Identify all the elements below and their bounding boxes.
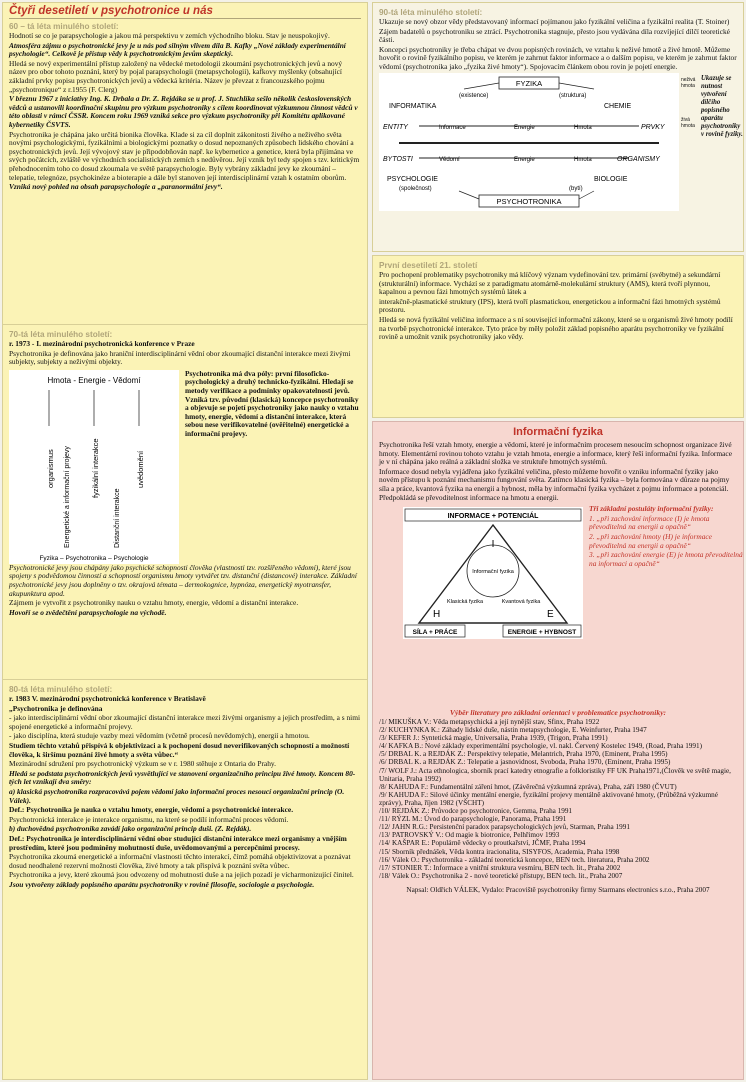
diag-vedomi: Vědomí <box>439 156 460 163</box>
paragraph: Ukazuje se nový obzor vědy představovaný informací pojímanou jako fyzikální veličina a fyzikální realita (T. Stoiner) <box>379 17 730 26</box>
reference-item: /18/ Válek O.: Psychotronika 2 - nové teoretické přístupy, BEN tech. lit., Praha 2007 <box>379 871 623 880</box>
information-physics-triangle <box>403 507 583 639</box>
paragraph: Informace dosud nebyla vyjádřena jako fyzikální veličina, přesto můžeme hovořit o vzniku informační fyziky jako novém přístupu k poznání mechanismu fungování světa. Zatímco klasická fyzika – byla formována v důraze na pojmy síla a práce, kvantová fyzika na energii a hybnost, měla by informační fyzika vycházet z pojmu informace a potenciál. Předpokládá se převoditelnost informace na hmotu a energii. <box>379 466 730 502</box>
paragraph: Atmosféra zájmu o psychotronické jevy je u nás pod silným vlivem díla B. Kafky „Nové základy experimentální psychologie“. Celkově je přístup vědy k psychotronickým jevům skeptický. <box>9 40 346 59</box>
psychotronika-model-diagram <box>379 73 679 211</box>
reference-item: /6/ DRBAL K. a REJDÁK Z.: Telepatie a jasnovidnost, Svoboda, Praha 1970, (Eminent, Praha 1995) <box>379 758 671 767</box>
diag-neziva-hmota: neživá hmota <box>681 76 696 89</box>
section-60s <box>3 3 367 321</box>
paragraph: Studiem těchto vztahů přispívá k objektivizaci a k pochopení dosud neverifikovaných schopností a možností člověka, k širšímu poznání živé hmoty a světa vůbec.“ <box>9 740 350 759</box>
reference-item: /9/ KAHUDA F.: Silové účinky mentální energie, fyzikální projevy mentálně aktivované hmoty, (Průběžná výzkumné zprávy), Praha, říjen 1982 (VŠCHT) <box>379 790 718 807</box>
reference-item: /7/ WOLF J.: Acta ethnologica, sborník prací katedry etnografie a folkloristiky FF UK Praha1971,(Člověk ve světě magie, Unitaria, Praha 1992) <box>379 766 731 783</box>
references-list <box>379 718 737 880</box>
postulate: 1. „při zachování informace (I) je hmota převoditelná na energii a opačně“ <box>589 513 710 532</box>
diag-hmota-2: Hmota <box>574 156 592 163</box>
triangle-inner: Informační fyzika <box>472 569 514 576</box>
diagram-bottom-label: Fyzika – Psychotronika – Psychologie <box>39 554 149 562</box>
reference-item: /13/ PATROVSKÝ V.: Od magie k biotronice, Pelhřimov 1993 <box>379 831 560 840</box>
left-column <box>2 2 368 1080</box>
footer-credit: Napsal: Oldřich VÁLEK, Vydalo: Pracoviště psychotroniky firmy Starmans electronics s.r.o., Praha 2007 <box>406 885 710 894</box>
diag-ziva-hmota: živá hmota <box>681 116 695 129</box>
paragraph: Psychotronika řeší vztah hmoty, energie a vědomí, které je informačním procesem nesoucím schopnost organizace živé hmoty. Elementární rovinou tohoto vztahu je vztah hmota, energie a informace, který řeší informační fyzika. Informace je v ní chápána jako reálná a základní složka ve struktuře hmotných systémů. <box>379 440 732 467</box>
paragraph: - jako disciplína, která studuje vazby mezi vědomím (včetně procesů nevědomých), energií a hmotou. <box>9 731 310 741</box>
postulates-heading: Tři základní postuláty informační fyziky: <box>589 504 714 514</box>
section-80s <box>3 679 367 1079</box>
paragraph: Psychotronické jevy jsou chápány jako psychické schopnosti člověka (vlastnosti tzv. rozšířeného vědomí), které jsou spojeny s podvědomou činností a schopností organismu hmoty vytvářet tzv. distanční (distancové) interakce. Základní psychotronické jevy jsou doplněny o tzv. okrajová témata – dermokognice, hypnóza, energetický myotransfer, akupunktura apod. <box>9 562 357 598</box>
diagram-uvedomeni: uvědomění <box>136 450 145 488</box>
diag-bytosti: BYTOSTI <box>383 155 413 163</box>
section-70s <box>3 324 367 676</box>
diag-informace: Informace <box>439 124 466 131</box>
diag-chemie: CHEMIE <box>604 102 632 110</box>
diagram-energeticke-projevy: Energetické a informační projevy <box>64 445 71 548</box>
paragraph: Koncepci psychotroniky je třeba chápat ve dvou popisných rovinách, ve vztahu k neživé hmotě a živé hmotě. Můžeme hovořit o rovině fyzikálního popisu, ve kterém je zahrnut faktor informace a o dalším popisu, ve kterém je zahrnut faktor vědomí (psychotronika jako „fyzika živé hmoty“). Spojovacím článkem obou rovin je pojetí energie. <box>379 44 737 71</box>
paragraph: Def.: Psychotronika je nauka o vztahu hmoty, energie, vědomí a psychotronické interakce. <box>9 805 294 815</box>
page-title: Čtyři desetiletí v psychotronice u nás <box>9 5 361 19</box>
section-heading: První desetiletí 21. století <box>379 261 478 270</box>
triangle-right-label: ENERGIE + HYBNOST <box>507 629 577 637</box>
reference-item: /11/ RÝZL M.: Úvod do parapsychologie, Panorama, Praha 1991 <box>379 815 567 824</box>
paragraph: Psychotronika má dva póly: první filosoficko-psychologický a druhý technicko-fyzikální. Hledají se metody verifikace a podmínky opakovatelnosti jevů. Vzniká tzv. původní (klasická) koncepce psychotroniky a objevuje se pojetí psychotroniky jako nauky o vztahu hmoty, energie, vědomí a distanční interakce, která sebou nese verifikovatelné (ověřitelné) energetické a informační projevy. <box>185 368 359 438</box>
paragraph: Hledá se podstata psychotronických jevů vysvětlující ve stanovení organizačního principu živé hmoty. Koncem 80-tých let vznikají dva směry: <box>9 768 356 787</box>
paragraph: interakčně-plasmatické struktury (IPS), která tvoří plasmatickou, energetickou a informační fázi hmotných systémů prostoru. <box>379 296 721 315</box>
paragraph: Psychotronická interakce je interakce organismu, na které se podílí informační proces vědomí. <box>9 814 289 824</box>
paragraph: r. 1983 V. mezinárodní psychotronická konference v Bratislavě <box>9 694 206 703</box>
reference-item: /17/ STONIER T.: Informace a vnitřní struktura vesmíru, BEN tech. lit., Praha 2002 <box>379 863 621 872</box>
paragraph: r. 1973 - I. mezinárodní psychotronická konference v Praze <box>9 339 195 348</box>
reference-item: /15/ Sborník přednášek, Věda kontra iracionalita, SISYFOS, Academia, Praha 1998 <box>379 847 620 856</box>
triangle-top-label: INFORMACE + POTENCIÁL <box>447 513 539 521</box>
postulate: 3. „při zachování energie (E) je hmota převoditelná na informaci a opačně“ <box>589 550 743 568</box>
triangle-I: I <box>491 539 495 551</box>
reference-item: /4/ KAFKA B.: Nové základy experimentální psychologie, vl. nakl. Červený Kostelec 1949, (Road, Praha 1991) <box>379 742 702 751</box>
diag-existence: (existence) <box>459 92 489 99</box>
diag-struktura: (struktura) <box>559 92 587 99</box>
paragraph: Mezinárodní sdružení pro psychotronický výzkum se v r. 1980 stěhuje z Ontaria do Prahy. <box>9 759 276 769</box>
right-column-top <box>372 2 744 252</box>
triangle-left-label: SÍLA + PRÁCE <box>412 629 458 637</box>
paragraph: Psychotronika je chápána jako určitá bionika člověka. Klade si za cíl doplnit zákonitosti živého a neživého světa novými psychologickými, fyzikálními a biologickými poznatky o dosud nepoznaných způsobech lidského chování a psychotronických jevů. Její vývojový stav je připodobňován např. ke kybernetice a genetice, která byla přijímána ve svých počátcích, zvláště ve východních socialistických zemích s nedůvěrou. Její vznik byl tedy spojen s tzv. kritickým přehodnocením toho co dosud zkoumala ve světě parapsychologie. Byly vybrány základní jevy ke zkoumání – telepatie, telegnóze, psychokinéze a bioterapie a dále byl stanoven její interdisciplinární vztah k ostatním oborům. <box>9 129 360 182</box>
paragraph: Hledá se nová fyzikální veličina informace a s ní související informační zákony, které se u organismů živé hmoty podílí na tvorbě psychotronické interakce. Tyto práce by měly položit základ popisného aparátu psychotroniky ve fyzikální rovině a umožnit vznik psychotroniky jako vědy. <box>379 314 733 342</box>
right-column-21c <box>372 255 744 418</box>
postulate: 2. „při zachování hmoty (H) je informace převoditelná na energii a opačně“ <box>589 531 712 550</box>
paragraph: Psychotronika je definována jako hraniční interdisciplinární vědní obor zkoumající distanční interakce mezi živými subjekty, subjekty a neživými objekty. <box>9 348 351 367</box>
paragraph: Jsou vytvořeny základy popisného aparátu psychotroniky v rovině filosofie, sociologie a psychologie. <box>9 879 315 889</box>
diag-fyzika: FYZIKA <box>515 78 543 88</box>
section-heading: 60 – tá léta minulého století: <box>9 22 119 31</box>
paragraph: Vzniká nový pohled na obsah parapsychologie a „paranormální jevy“. <box>9 182 223 192</box>
paragraph: Psychotronika a jevy, které zkoumá jsou odvozeny od mohutností duše a na jejich pozadí je vícharmonizující činitel. <box>9 870 354 880</box>
paragraph: Hodnotí se co je parapsychologie a jakou má perspektivu v zemích východního bloku. Stav je neuspokojivý. <box>9 31 330 40</box>
section-heading: 90-tá léta minulého století: <box>379 8 483 17</box>
reference-item: /10/ REJDÁK Z.: Průvodce po psychotronice, Gemma, Praha 1991 <box>379 807 573 816</box>
paragraph: Hledá se nový experimentální přístup založený na vědecké metodologii zkoumání psychotronických jevů a nový název pro obor tohoto poznání, který by pojal parapsychologii (metapsychologii), kafkovy myšlenky (obsahující základní prvky popisu psychotronických jevů) a vědecká kritéria. Název je převzat z francouzského pojmu „psychotronique“ z r.1955 (F. Clerg) <box>9 58 343 94</box>
paragraph: Hovoří se o zvědečtění parapsychologie na východě. <box>9 607 167 617</box>
triangle-klasicka: Klasická fyzika <box>446 599 484 606</box>
paragraph: Def.: Psychotronika je interdisciplinární vědní obor studující distanční interakce mezi organismy a vnějším prostředím, které jsou podmíněny mohutností duše, uvědomovanými a percepčními procesy. <box>9 833 347 852</box>
diag-prvky: PRVKY <box>641 123 665 131</box>
paragraph: b) duchovědná psychotronika zavádí jako organizační princip duši. (Z. Rejdák). <box>9 824 252 834</box>
diagram-distancni-interakce: Distanční interakce <box>114 488 121 548</box>
diag-entity: ENTITY <box>383 123 408 131</box>
diagram-top-label: Hmota - Energie - Vědomí <box>47 375 141 385</box>
paragraph: - jako interdisciplinární vědní obor zkoumající distanční interakce mezi živými organismy a jejich prostředím, a s nimi spojené energetické a informační projevy. <box>9 713 361 731</box>
diag-informatika: INFORMATIKA <box>389 102 437 110</box>
paragraph: Zájmem je vytvořit z psychotroniky nauku o vztahu hmoty, energie, vědomí a distanční interakce. <box>9 598 299 608</box>
section-heading: 80-tá léta minulého století: <box>9 685 113 694</box>
triangle-H: H <box>433 609 441 621</box>
references-heading: Výběr literatury pro základní orientaci v problematice psychotroniky: <box>449 708 667 717</box>
diag-energie-2: Energie <box>514 156 535 163</box>
diagram-organismus: organismus <box>46 449 55 488</box>
reference-item: /16/ Válek O.: Psychotronika - základní teoretická koncepce, BEN tech. literatura, Praha 2002 <box>379 855 650 864</box>
paragraph: V březnu 1967 z iniciativy Ing. K. Drbala a Dr. Z. Rejdáka se u prof. J. Stuchlíka sešlo několik československých vědců a ustanovili koordinační skupinu pro výzkum psychotroniky s cílem koordinovat výzkumnou činnost vědců v této oblasti v rámci ČSSR. Koncem roku 1969 vzniká sekce pro výzkum psychotroniky při Komitétu aplikované kybernetiky ČSVTS. <box>9 94 358 129</box>
diag-organismy: ORGANISMY <box>617 155 660 163</box>
references <box>373 704 743 1079</box>
diag-byti: (bytí) <box>569 185 583 192</box>
reference-item: /14/ KAŠPAR E.: Populárně vědecky o proutkařství, JČMF, Praha 1994 <box>379 839 586 848</box>
section-90s <box>373 3 743 251</box>
right-column-info <box>372 421 744 1080</box>
triangle-E: E <box>547 609 554 621</box>
reference-item: /2/ KUCHYNKA K.: Záhady lidské duše, nástin metapsychologie, E. Weinfurter, Praha 1947 <box>379 726 647 735</box>
paragraph: Zájem badatelů o psychotroniku se ztrácí. Psychotronika stagnuje, přesto jsou vydávána díla rozvíjející dílčí teoretické části. <box>379 26 730 45</box>
section-heading: 70-tá léta minulého století: <box>9 330 113 339</box>
diag-psychotronika: PSYCHOTRONIKA <box>496 196 562 206</box>
section-title: Informační fyzika <box>513 426 603 438</box>
section-informacni-fyzika <box>373 422 743 704</box>
triangle-kvantova: Kvantová fyzika <box>501 599 541 606</box>
paragraph: „Psychotronika je definována <box>9 703 103 713</box>
diag-hmota-1: Hmota <box>574 124 592 131</box>
reference-item: /3/ KEFER J.: Syntetická magie, Universalia, Praha 1939, (Trigon, Praha 1991) <box>379 734 608 743</box>
reference-item: /8/ KAHUDA F.: Fundamentální záření hmot, (Závěrečná výzkumná zpráva), Praha, září 1980 (ČVUT) <box>379 782 677 791</box>
diag-psychologie: PSYCHOLOGIE <box>387 175 438 183</box>
diag-biologie: BIOLOGIE <box>594 175 628 183</box>
reference-item: /1/ MIKUŠKA V.: Věda metapsychická a její nynější stav, Sfinx, Praha 1922 <box>379 718 600 726</box>
paragraph: Pro pochopení problematiky psychotroniky má klíčový význam vydefinování tzv. primární (svébytné) a sekundární (strukturální) informace. Vychází se z paradigmatu atomárně-molekulární struktury (AMS), která tvoří plynnou, kapalnou a pevnou fázi hmotných systémů látek a <box>379 270 721 297</box>
paragraph: a) klasická psychotronika rozpracovává pojem vědomí jako informační proces nesoucí organizační princip (O. Válek). <box>9 786 345 805</box>
hmota-energie-vedomi-diagram <box>9 370 179 564</box>
reference-item: /12/ JAHN R.G.: Persistenční paradox parapsychologických jevů, Starman, Praha 1991 <box>379 823 630 832</box>
diagram-fyzikalni-interakce: fyzikální interakce <box>91 438 100 498</box>
paragraph: Psychotronika zkoumá energetické a informační vlastnosti těchto interakcí, čímž pomáhá objektivizovat a poznávat dosud neodhalené rezervní možnosti člověka, živé hmoty a tak přispívá k poznání světa vůbec. <box>9 852 351 870</box>
section-21st-century <box>373 256 743 417</box>
reference-item: /5/ DRBAL K. a REJDÁK Z.: Perspektivy telepatie, Melantrich, Praha 1970, (Eminent, Praha 1995) <box>379 750 668 759</box>
diag-spolecnost: (společnost) <box>399 185 432 192</box>
diag-energie-1: Energie <box>514 124 535 131</box>
paragraph: Ukazuje se nutnost vytvoření dílčího popisného aparátu psychotroniky v rovině fyziky. <box>701 74 743 138</box>
